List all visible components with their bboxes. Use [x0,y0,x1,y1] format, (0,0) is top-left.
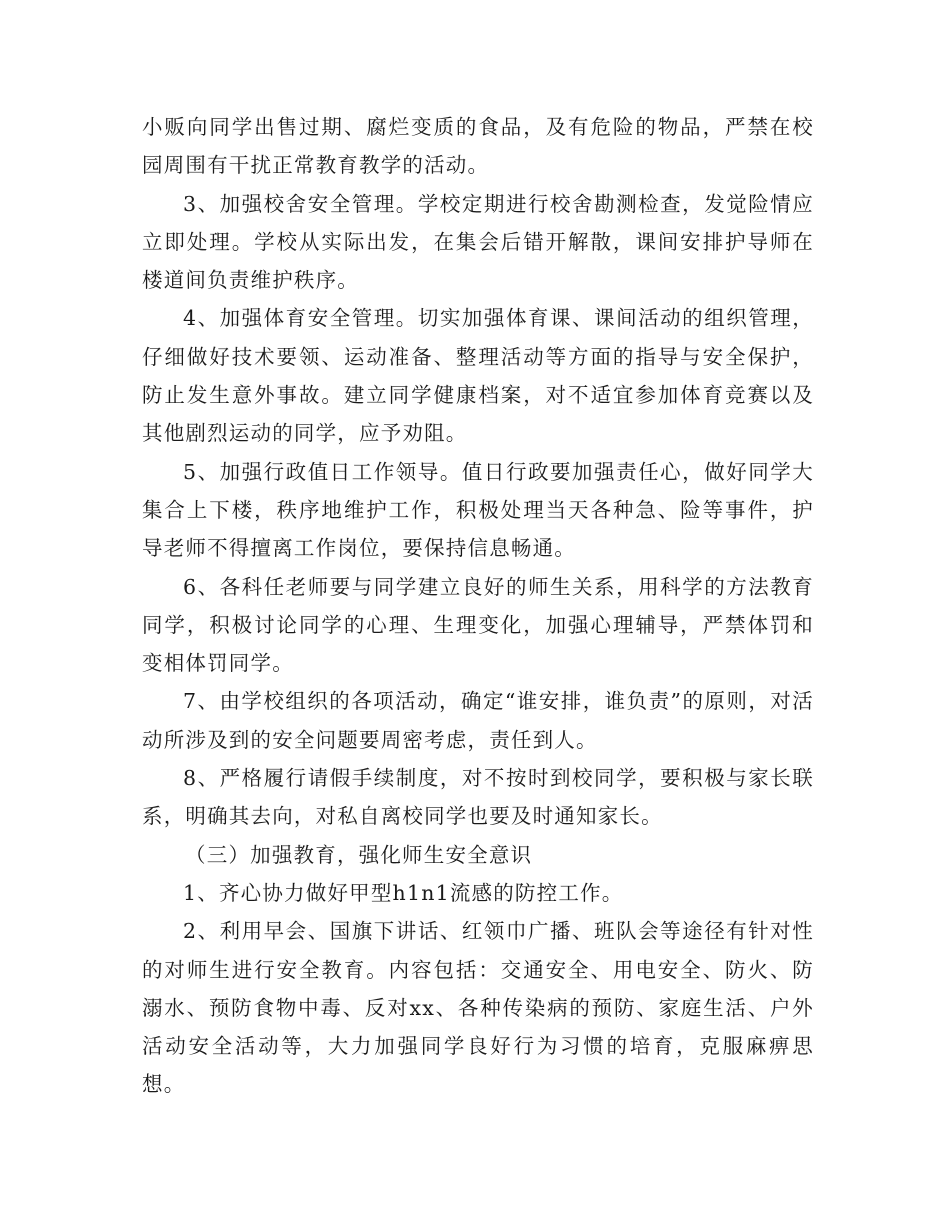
paragraph-continuation: 小贩向同学出售过期、腐烂变质的食品，及有危险的物品，严禁在校园周围有干扰正常教育教学的活动。 [142,115,814,178]
section-heading: （三）加强教育，强化师生安全意识 [185,842,533,867]
paragraph-item-8: 8、严格履行请假手续制度，对不按时到校同学，要积极与家长联系，明确其去向，对私自离校同学也要及时通知家长。 [142,766,814,829]
paragraph-item-3: 3、加强校舍安全管理。学校定期进行校舍勘测检查，发觉险情应立即处理。学校从实际出发，在集会后错开解散，课间安排护导师在楼道间负责维护秩序。 [142,191,814,293]
paragraph-section3-item-1: 1、齐心协力做好甲型h1n1流感的防控工作。 [183,880,624,905]
document-body [142,108,814,1104]
paragraph-item-6: 6、各科任老师要与同学建立良好的师生关系，用科学的方法教育同学，积极讨论同学的心理、生理变化，加强心理辅导，严禁体罚和变相体罚同学。 [142,574,814,676]
paragraph-item-7: 7、由学校组织的各项活动，确定“谁安排，谁负责”的原则，对活动所涉及到的安全问题要周密考虑，责任到人。 [142,689,814,752]
paragraph-section3-item-2: 2、利用早会、国旗下讲话、红领巾广播、班队会等途径有针对性的对师生进行安全教育。内容包括：交通安全、用电安全、防火、防溺水、预防食物中毒、反对xx、各种传染病的预防、家庭生活、户外活动安全活动等，大力加强同学良好行为习惯的培育，克服麻痹思想。 [142,919,814,1097]
paragraph-item-4: 4、加强体育安全管理。切实加强体育课、课间活动的组织管理，仔细做好技术要领、运动准备、整理活动等方面的指导与安全保护，防止发生意外事故。建立同学健康档案，对不适宜参加体育竞赛以及其他剧烈运动的同学，应予劝阻。 [142,306,814,446]
paragraph-item-5: 5、加强行政值日工作领导。值日行政要加强责任心，做好同学大集合上下楼，秩序地维护工作，积极处理当天各种急、险等事件，护导老师不得擅离工作岗位，要保持信息畅通。 [142,459,814,561]
